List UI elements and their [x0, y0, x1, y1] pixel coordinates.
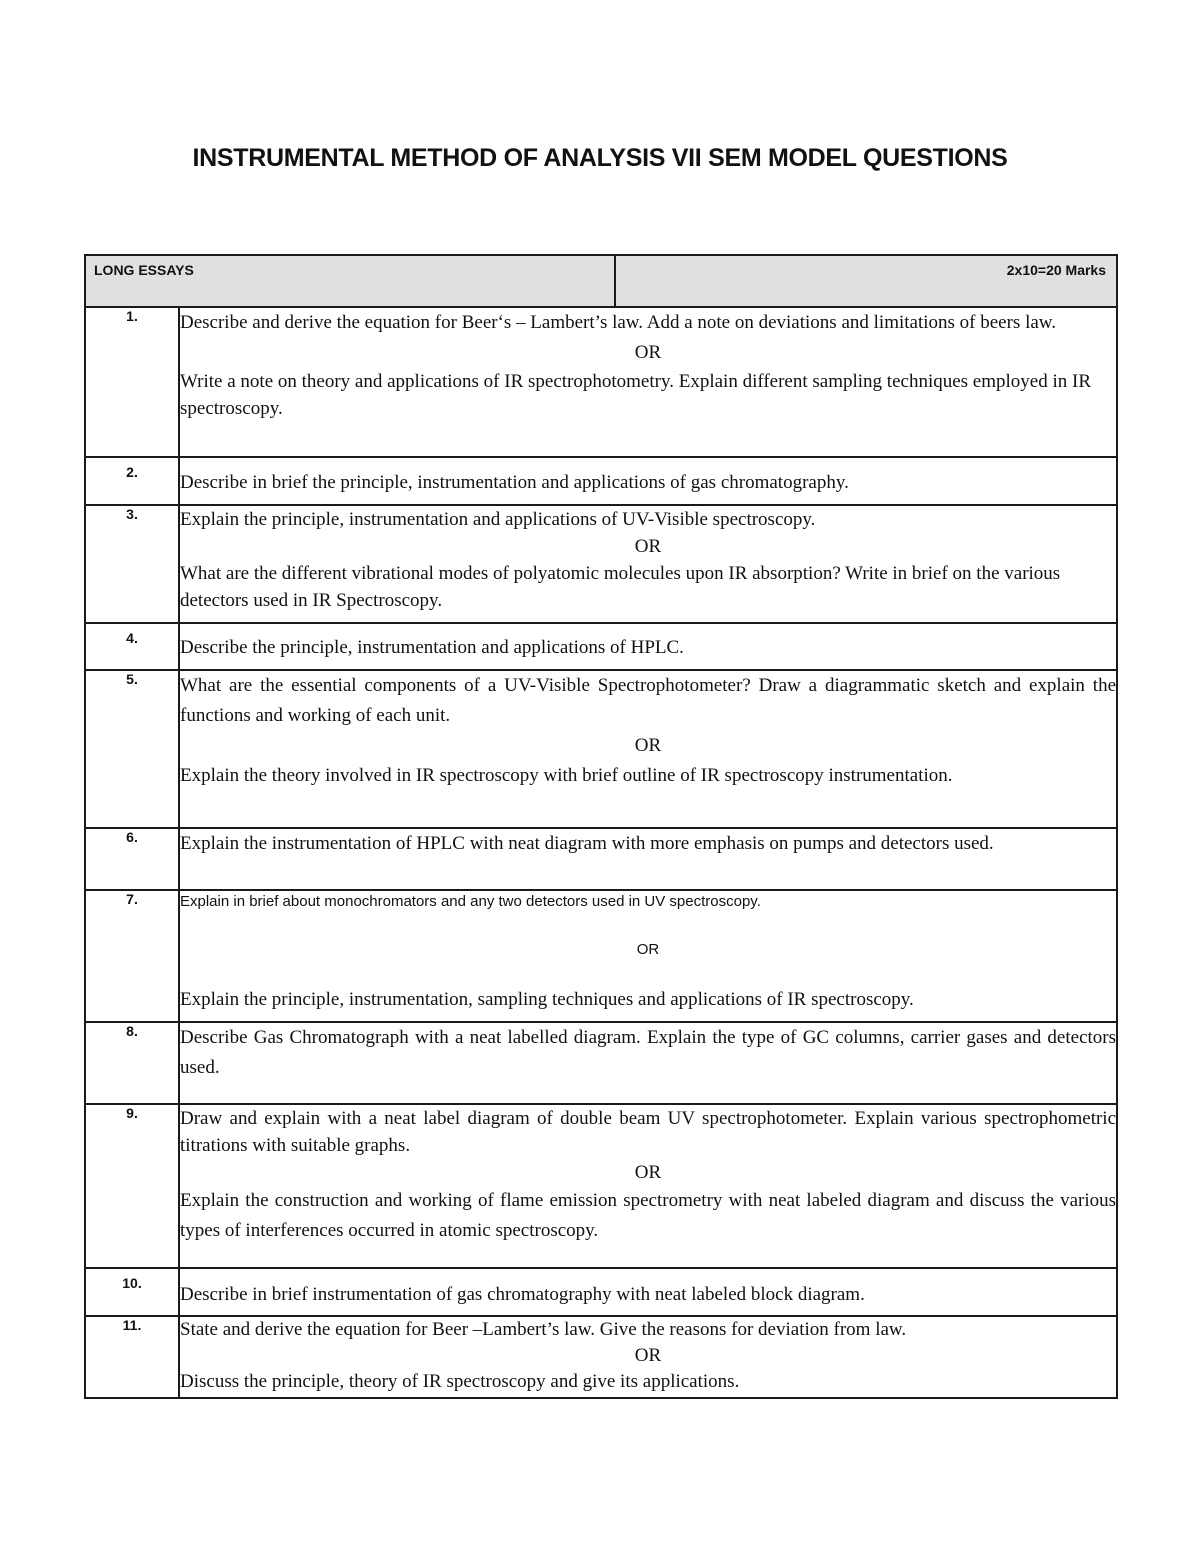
question-text [179, 307, 1117, 457]
or-separator: OR [636, 941, 660, 958]
question-row [85, 1104, 1117, 1268]
question-text [179, 1104, 1117, 1268]
question-part-a: Describe and derive the equation for Beer‘s – Lambert’s law. Add a note on deviations and limitations of beers law. [180, 312, 1057, 333]
question-text [179, 623, 1117, 670]
question-text [179, 505, 1117, 623]
question-part-a: Explain the instrumentation of HPLC with neat diagram with more emphasis on pumps and detectors used. [180, 833, 994, 854]
question-number: 10. [85, 1268, 179, 1316]
question-part-a: Describe in brief instrumentation of gas chromatography with neat labeled block diagram. [180, 1284, 865, 1305]
question-number: 11. [85, 1316, 179, 1398]
question-number: 6. [85, 828, 179, 890]
question-row [85, 828, 1117, 890]
question-part-a: Draw and explain with a neat label diagram of double beam UV spectrophotometer. Explain various spectrophometric titrations with suitable graphs. [180, 1108, 1117, 1156]
question-part-b: Explain the theory involved in IR spectroscopy with brief outline of IR spectroscopy instrumentation. [180, 765, 953, 786]
question-part-b: Write a note on theory and applications of IR spectrophotometry. Explain different sampling techniques employed in IR spectroscopy. [180, 371, 1091, 419]
question-text [179, 890, 1117, 1022]
question-part-a: Explain the principle, instrumentation and applications of UV-Visible spectroscopy. [180, 509, 816, 530]
question-part-b: Discuss the principle, theory of IR spectroscopy and give its applications. [180, 1371, 740, 1392]
or-separator: OR [634, 536, 662, 557]
question-row [85, 670, 1117, 828]
question-row [85, 1268, 1117, 1316]
question-number: 1. [85, 307, 179, 457]
questions-table [84, 254, 1118, 1399]
question-part-b: What are the different vibrational modes of polyatomic molecules upon IR absorption? Write in brief on the various detectors used in IR Spectroscopy. [180, 563, 1061, 611]
question-row [85, 457, 1117, 505]
section-label: LONG ESSAYS [85, 255, 615, 307]
question-number: 4. [85, 623, 179, 670]
question-part-a: Describe the principle, instrumentation and applications of HPLC. [180, 637, 684, 658]
question-text [179, 828, 1117, 890]
question-row [85, 1022, 1117, 1104]
question-part-a: What are the essential components of a UV-Visible Spectrophotometer? Draw a diagrammatic sketch and explain the functions and working of each unit. [180, 675, 1117, 726]
question-part-b: Explain the construction and working of flame emission spectrometry with neat labeled diagram and discuss the various types of interferences occurred in atomic spectroscopy. [180, 1190, 1117, 1241]
or-separator: OR [634, 1345, 662, 1366]
question-row [85, 623, 1117, 670]
question-number: 9. [85, 1104, 179, 1268]
question-row [85, 1316, 1117, 1398]
or-separator: OR [634, 1162, 662, 1183]
question-number: 3. [85, 505, 179, 623]
question-part-b: Explain the principle, instrumentation, sampling techniques and applications of IR spectroscopy. [180, 989, 914, 1010]
question-part-a: Describe Gas Chromatograph with a neat labelled diagram. Explain the type of GC columns, carrier gases and detectors used. [180, 1027, 1117, 1078]
or-separator: OR [634, 735, 662, 756]
or-separator: OR [634, 342, 662, 363]
question-number: 7. [85, 890, 179, 1022]
question-text [179, 457, 1117, 505]
question-number: 5. [85, 670, 179, 828]
document-title: INSTRUMENTAL METHOD OF ANALYSIS VII SEM MODEL QUESTIONS [192, 144, 1008, 172]
question-row [85, 505, 1117, 623]
question-number: 8. [85, 1022, 179, 1104]
question-row [85, 307, 1117, 457]
marks-label: 2x10=20 Marks [615, 255, 1117, 307]
question-text [179, 1268, 1117, 1316]
question-part-a: State and derive the equation for Beer –Lambert’s law. Give the reasons for deviation from law. [180, 1319, 907, 1340]
question-text [179, 1022, 1117, 1104]
question-text [179, 1316, 1117, 1398]
question-number: 2. [85, 457, 179, 505]
question-part-a: Describe in brief the principle, instrumentation and applications of gas chromatography. [180, 472, 849, 493]
question-text [179, 670, 1117, 828]
question-part-a: Explain in brief about monochromators and any two detectors used in UV spectroscopy. [180, 893, 761, 910]
table-header-row [85, 255, 1117, 307]
question-row [85, 890, 1117, 1022]
